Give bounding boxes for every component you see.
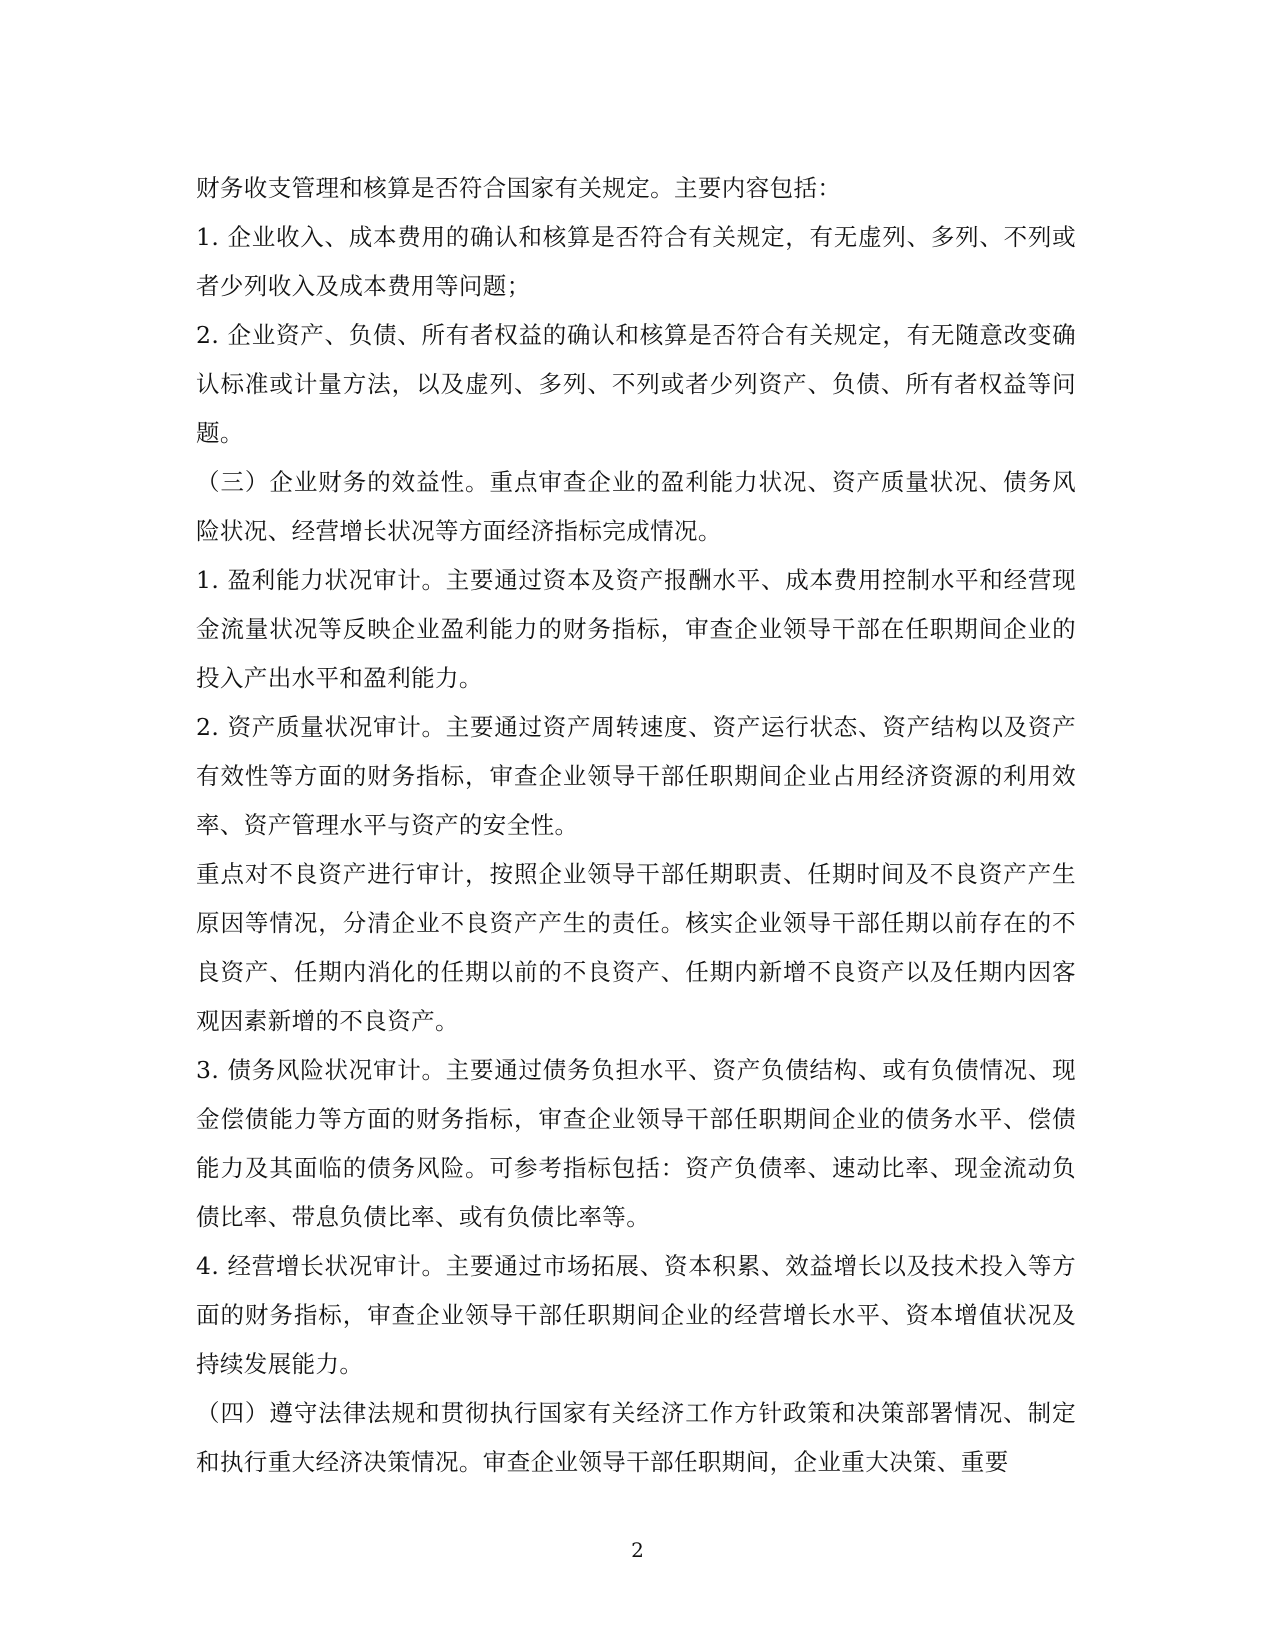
paragraph-item-debt-risk-audit: 3. 债务风险状况审计。主要通过债务负担水平、资产负债结构、或有负债情况、现金偿债能力等方面的财务指标，审查企业领导干部任职期间企业的债务水平、偿债能力及其面临的债务风险。可参考指标包括：资产负债率、速动比率、现金流动负债比率、带息负债比率、或有负债比率等。 — [196, 1056, 1076, 1231]
paragraph-item-profitability-audit: 1. 盈利能力状况审计。主要通过资本及资产报酬水平、成本费用控制水平和经营现金流量状况等反映企业盈利能力的财务指标，审查企业领导干部在任职期间企业的投入产出水平和盈利能力。 — [196, 566, 1076, 692]
page-number: 2 — [631, 1538, 644, 1562]
paragraph-item-assets-liabilities: 2. 企业资产、负债、所有者权益的确认和核算是否符合有关规定，有无随意改变确认标准或计量方法，以及虚列、多列、不列或者少列资产、负债、所有者权益等问题。 — [196, 321, 1076, 447]
paragraph-item-growth-audit: 4. 经营增长状况审计。主要通过市场拓展、资本积累、效益增长以及技术投入等方面的财务指标，审查企业领导干部任职期间企业的经营增长水平、资本增值状况及持续发展能力。 — [196, 1252, 1076, 1378]
paragraph-item-asset-quality-audit: 2. 资产质量状况审计。主要通过资产周转速度、资产运行状态、资产结构以及资产有效性等方面的财务指标，审查企业领导干部任职期间企业占用经济资源的利用效率、资产管理水平与资产的安全性。 — [196, 713, 1076, 839]
paragraph-nonperforming-assets: 重点对不良资产进行审计，按照企业领导干部任期职责、任期时间及不良资产产生原因等情况，分清企业不良资产产生的责任。核实企业领导干部任期以前存在的不良资产、任期内消化的任期以前的不良资产、任期内新增不良资产以及任期内因客观因素新增的不良资产。 — [196, 860, 1076, 1035]
paragraph-section-four-compliance: （四）遵守法律法规和贯彻执行国家有关经济工作方针政策和决策部署情况、制定和执行重大经济决策情况。审查企业领导干部任职期间，企业重大决策、重要 — [196, 1399, 1076, 1476]
paragraph-item-revenue-cost: 1. 企业收入、成本费用的确认和核算是否符合有关规定，有无虚列、多列、不列或者少列收入及成本费用等问题； — [196, 223, 1076, 300]
page-body — [196, 164, 1076, 1487]
paragraph-finance-scope-intro: 财务收支管理和核算是否符合国家有关规定。主要内容包括： — [196, 174, 842, 202]
paragraph-section-three-efficiency: （三）企业财务的效益性。重点审查企业的盈利能力状况、资产质量状况、债务风险状况、经营增长状况等方面经济指标完成情况。 — [196, 468, 1076, 545]
